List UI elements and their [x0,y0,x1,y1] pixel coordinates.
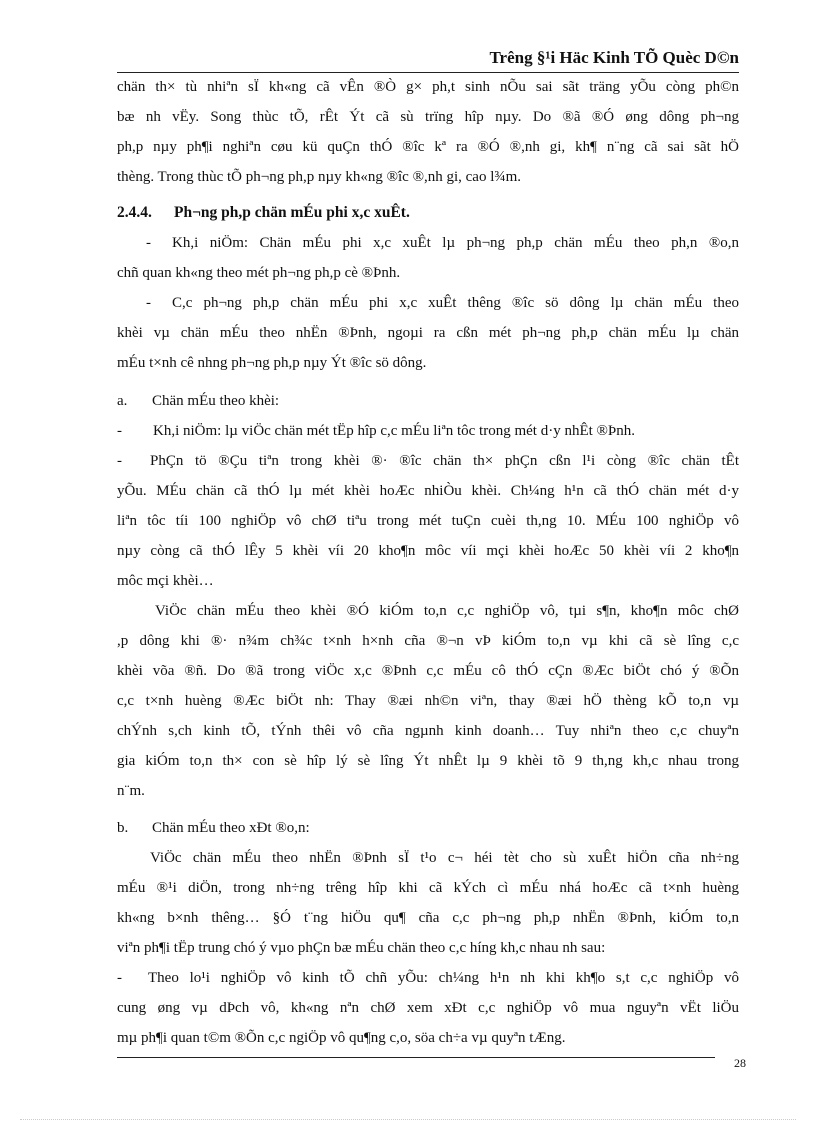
subsection-a [117,390,739,412]
text-line: C,c ph¬ng ph,p chän mÉu phi x,c xuÊt thêng ®îc sö dông lµ chän mÉu theo [172,295,739,311]
text-line: cung øng vµ dÞch vô, kh«ng nªn chØ xem xÐt c,c nghiÖp vô mua nguyªn vËt liÖu [117,1000,739,1016]
section-heading [117,202,739,224]
text-line: n¨m. [117,783,145,799]
bullet-line [117,967,739,989]
text-line: Theo lo¹i nghiÖp vô kinh tÕ chñ yÕu: ch¼ng h¹n nh khi kh¶o s,t c,c nghiÖp vô [148,970,739,986]
text-line: PhÇn tö ®Çu tiªn trong khèi ®· ®îc chän th× phÇn cßn l¹i còng ®îc chän tÊt [150,453,739,469]
dash-bullet: - [146,295,151,311]
text-line: c,c t×nh huèng ®Æc biÖt nh: Thay ®æi nh©n viªn, thay ®æi hÖ thèng kÕ to,n vµ [117,693,739,709]
text-line: mÉu t×nh cê nhng ph¬ng ph,p nµy Ýt ®îc sö dông. [117,355,427,371]
bullet-line [117,420,739,442]
text-line: gia kiÓm to,n th× con sè hîp lý sè lîng Ýt nhÊt lµ 9 khèi tõ 9 th,ng kh,c nhau trong [117,753,739,769]
text-line: chÝnh s,ch kinh tÕ, tÝnh thêi vô cña ngµnh kinh doanh… Tuy nhiªn theo c,c chuyªn [117,723,739,739]
subsection-title: Chän mÉu theo khèi: [152,393,280,409]
text-line: ph,p nµy ph¶i nghiªn cøu kü quÇn thÓ ®îc kª ra ®Ó ®,nh gi, kh¶ n¨ng cã sai sãt hÖ [117,139,739,155]
paragraph-first-line [117,847,739,869]
page-edge-divider [20,1119,796,1120]
text-line: môc mçi khèi… [117,573,214,589]
paragraph-first-line [117,600,739,622]
footer-rule [117,1057,715,1058]
text-line: ,p dông khi ®· n¾m ch¾c t×nh h×nh cña ®¬n vÞ kiÓm to,n vµ khi cã sè lîng c,c [117,633,739,649]
header-rule [117,72,739,73]
text-line: ViÖc chän mÉu theo nhËn ®Þnh sÏ t¹o c¬ héi tèt cho sù xuÊt hiÖn cña nh÷ng [150,850,739,866]
text-line: khèi võa ®ñ. Do ®ã trong viÖc x,c ®Þnh c,c mÉu cô thÓ cÇn ®Æc biÖt chó ý ®Õn [117,663,739,679]
text-line: nµy còng cã thÓ lÊy 5 khèi víi 20 kho¶n môc víi mçi khèi hoÆc 50 khèi víi 2 kho¶n [117,543,739,559]
subsection-b [117,817,739,839]
text-line: bæ nh vËy. Song thùc tÕ, rÊt Ýt cã sù trïng hîp nµy. Do ®ã ®Ó øng dông ph¬ng [117,109,739,125]
text-line: chñ quan kh«ng theo mét ph¬ng ph,p cè ®Þnh. [117,265,401,281]
text-line: Kh,i niÖm: Chän mÉu phi x,c xuÊt lµ ph¬ng ph,p chän mÉu theo ph,n ®o,n [172,235,739,251]
running-header: Trêng §¹i Häc Kinh TÕ Quèc D©n [489,48,739,67]
text-line: ViÖc chän mÉu theo khèi ®Ó kiÓm to,n c,c nghiÖp vô, tµi s¶n, kho¶n môc chØ [155,603,739,619]
bullet-line [117,232,739,254]
text-line: yÕu. MÉu chän cã thÓ lµ mét khèi hoÆc nhiÒu khèi. Ch¼ng h¹n cã thÓ chän mét d·y [117,483,739,499]
text-line: chän th× tù nhiªn sÏ kh«ng cã vÊn ®Ò g× ph,t sinh nÕu sai sãt träng yÕu còng ph©n [117,79,739,95]
text-line: mÉu ®¹i diÖn, trong nh÷ng trêng hîp khi cã kÝch cì mÉu nhá hoÆc cã t×nh huèng [117,880,739,896]
text-line: mµ ph¶i quan t©m ®Õn c,c ngiÖp vô qu¶ng c,o, söa ch÷a vµ quyªn tÆng. [117,1030,566,1046]
dash-bullet: - [117,453,122,469]
text-line: kh«ng b×nh thêng… §Ó t¨ng hiÖu qu¶ cña c,c ph¬ng ph,p nhËn ®Þnh, kiÓm to,n [117,910,739,926]
bullet-line [117,450,739,472]
subsection-marker: a. [117,393,128,409]
page-number: 28 [734,1056,746,1070]
dash-bullet: - [117,423,122,439]
text-line: liªn tôc tíi 100 nghiÖp vô chØ tiªu trong mét tuÇn cuèi th,ng 10. MÉu 100 nghiÖp vô [117,513,739,529]
text-line: Kh,i niÖm: lµ viÖc chän mét tËp hîp c,c mÉu liªn tôc trong mét d·y nhÊt ®Þnh. [153,423,636,439]
text-line: khèi vµ chän mÉu theo nhËn ®Þnh, ngoµi ra cßn mét ph¬ng ph,p chän mÉu lµ chän [117,325,739,341]
section-title: Ph¬ng ph,p chän mÉu phi x,c xuÊt. [174,204,410,221]
subsection-marker: b. [117,820,129,836]
text-line: viªn ph¶i tËp trung chó ý vµo phÇn bæ mÉu chän theo c,c híng kh,c nhau nh sau: [117,940,606,956]
subsection-title: Chän mÉu theo xÐt ®o,n: [152,820,310,836]
bullet-line [117,292,739,314]
dash-bullet: - [117,970,122,986]
section-number: 2.4.4. [117,204,152,221]
dash-bullet: - [146,235,151,251]
text-line: thèng. Trong thùc tÕ ph¬ng ph,p nµy kh«ng ®îc ®,nh gi, cao l¾m. [117,169,522,185]
